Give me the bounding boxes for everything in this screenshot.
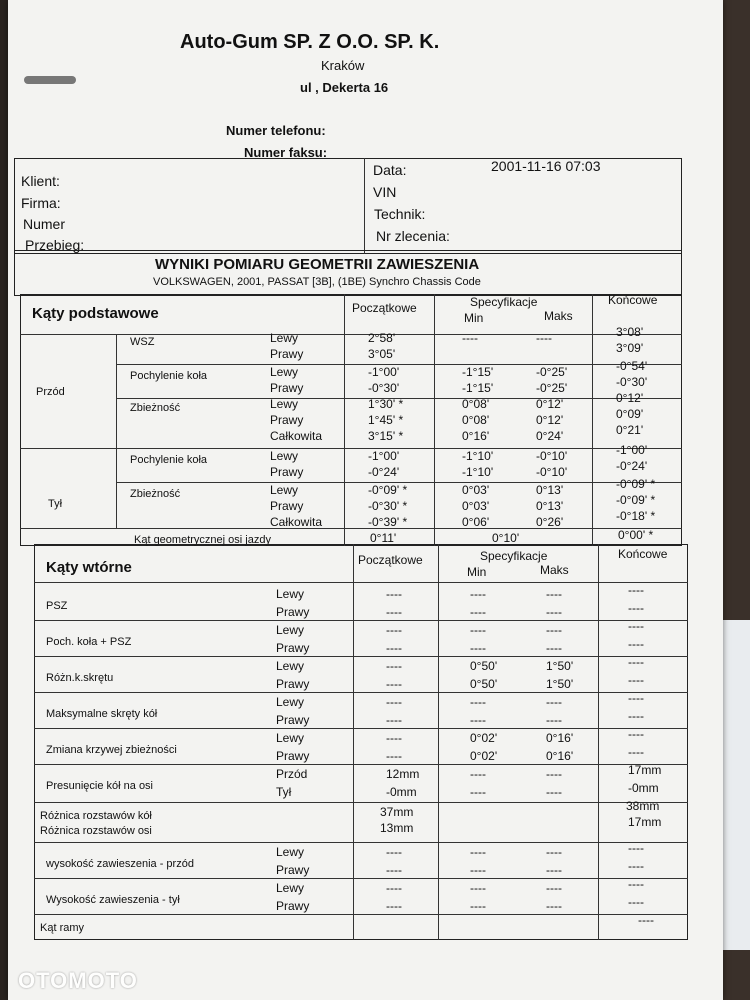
secondary-side-label: Prawy (276, 605, 310, 619)
table-line (34, 728, 688, 729)
row-initial: 3°15' * (368, 429, 404, 443)
axis-angle-initial: 0°11' (370, 531, 397, 545)
row-initial: 1°45' * (368, 413, 404, 427)
table-line (34, 878, 688, 879)
row-spec-max: 0°12' (536, 397, 564, 411)
secondary-group-label: PSZ (46, 600, 68, 612)
secondary-final: ---- (628, 745, 644, 759)
secondary-final: ---- (628, 655, 644, 669)
secondary-final: ---- (628, 709, 644, 723)
staple-icon (24, 76, 76, 84)
secondary-spec-max: ---- (546, 587, 562, 601)
secondary-final: ---- (628, 691, 644, 705)
row-side-label: Prawy (270, 465, 304, 479)
secondary-final: ---- (628, 601, 644, 615)
row-final: 0°21' (616, 423, 644, 437)
row-initial: 1°30' * (368, 397, 404, 411)
table-line (34, 692, 688, 693)
secondary-spec-min: 0°50' (470, 677, 498, 691)
date-label: Data: (373, 162, 407, 178)
secondary-final: ---- (628, 841, 644, 855)
row-final: 0°12' (616, 391, 644, 405)
row-initial: 3°05' (368, 347, 396, 361)
secondary-initial: -0mm (386, 785, 417, 799)
wheelbase-diff-label: Różnica rozstawów osi (40, 825, 152, 837)
secondary-final: ---- (628, 619, 644, 633)
row-group-label: Zbieżność (130, 488, 181, 500)
secondary-spec-max: ---- (546, 623, 562, 637)
secondary-final: ---- (628, 583, 644, 597)
fax-label: Numer faksu: (244, 145, 328, 160)
technician-label: Technik: (374, 206, 426, 222)
phone-label: Numer telefonu: (226, 123, 326, 138)
secondary-group-label: Maksymalne skręty kół (46, 708, 158, 720)
secondary-initial: ---- (386, 899, 402, 913)
row-spec-max: 0°13' (536, 499, 564, 513)
secondary-final: ---- (628, 859, 644, 873)
secondary-side-label: Prawy (276, 899, 310, 913)
secondary-side-label: Lewy (276, 731, 305, 745)
row-initial: -1°00' (368, 365, 400, 379)
row-final: -0°54' (616, 359, 648, 373)
mileage-label: Przebieg: (25, 237, 85, 253)
row-spec-min: 0°16' (462, 429, 490, 443)
row-side-label: Lewy (270, 397, 299, 411)
row-final: -1°00' (616, 443, 648, 457)
row-spec-max: 0°24' (536, 429, 564, 443)
secondary-spec-min: 0°02' (470, 749, 498, 763)
secondary-initial: ---- (386, 863, 402, 877)
row-group-label: Pochylenie koła (130, 454, 208, 466)
row-spec-max: -0°10' (536, 449, 568, 463)
secondary-side-label: Prawy (276, 749, 310, 763)
basic-angles-title: Kąty podstawowe (32, 305, 159, 322)
row-spec-max: -0°10' (536, 465, 568, 479)
row-final: -0°18' * (616, 509, 656, 523)
frame-angle-label: Kąt ramy (40, 922, 85, 934)
row-side-label: Lewy (270, 331, 299, 345)
secondary-initial: ---- (386, 845, 402, 859)
basic-angles-table (20, 294, 682, 546)
col-initial-2: Początkowe (358, 553, 423, 567)
secondary-spec-max: 0°16' (546, 749, 574, 763)
table-line (34, 620, 688, 621)
secondary-spec-min: ---- (470, 785, 486, 799)
col-min: Min (464, 311, 484, 325)
row-initial: -0°30' * (368, 499, 408, 513)
secondary-angles-title: Kąty wtórne (46, 559, 132, 576)
row-final: -0°24' (616, 459, 648, 473)
secondary-final: ---- (628, 877, 644, 891)
front-label: Przód (36, 386, 65, 398)
row-spec-max: 0°13' (536, 483, 564, 497)
row-spec-min: -1°10' (462, 449, 494, 463)
track-width-diff-initial: 37mm (380, 805, 414, 819)
secondary-spec-min: ---- (470, 623, 486, 637)
row-side-label: Prawy (270, 347, 304, 361)
row-spec-min: 0°03' (462, 483, 490, 497)
secondary-spec-max: 1°50' (546, 659, 574, 673)
secondary-side-label: Prawy (276, 641, 310, 655)
row-initial: -0°09' * (368, 483, 408, 497)
secondary-spec-min: ---- (470, 641, 486, 655)
secondary-initial: ---- (386, 713, 402, 727)
secondary-side-label: Tył (276, 785, 292, 799)
row-spec-min: -1°15' (462, 365, 494, 379)
row-spec-max: 0°12' (536, 413, 564, 427)
secondary-final: ---- (628, 673, 644, 687)
rear-label: Tył (48, 498, 63, 510)
secondary-final: ---- (628, 895, 644, 909)
row-spec-max: -0°25' (536, 365, 568, 379)
secondary-spec-max: ---- (546, 605, 562, 619)
secondary-initial: 12mm (386, 767, 420, 781)
secondary-initial: ---- (386, 677, 402, 691)
number-label: Numer (23, 216, 66, 232)
row-spec-min: 0°08' (462, 413, 490, 427)
background-paper (722, 620, 750, 950)
secondary-spec-max: ---- (546, 785, 562, 799)
row-initial: -0°24' (368, 465, 400, 479)
secondary-side-label: Lewy (276, 845, 305, 859)
secondary-initial: ---- (386, 659, 402, 673)
secondary-initial: ---- (386, 605, 402, 619)
col-specs-2: Specyfikacje (480, 549, 548, 563)
date-value: 2001-11-16 07:03 (491, 158, 601, 174)
secondary-final: 17mm (628, 763, 662, 777)
secondary-initial: ---- (386, 749, 402, 763)
col-specs: Specyfikacje (470, 295, 538, 309)
row-spec-min: 0°08' (462, 397, 490, 411)
row-final: 3°08' (616, 325, 644, 339)
secondary-spec-max: ---- (546, 695, 562, 709)
row-spec-max: 0°26' (536, 515, 564, 529)
secondary-spec-max: ---- (546, 845, 562, 859)
company-name: Auto-Gum SP. Z O.O. SP. K. (180, 31, 440, 53)
secondary-spec-max: ---- (546, 641, 562, 655)
secondary-side-label: Prawy (276, 713, 310, 727)
secondary-initial: ---- (386, 695, 402, 709)
table-line (34, 842, 688, 843)
secondary-side-label: Prawy (276, 863, 310, 877)
order-number-label: Nr zlecenia: (376, 228, 450, 244)
wheelbase-diff-initial: 13mm (380, 821, 414, 835)
secondary-spec-max: ---- (546, 713, 562, 727)
secondary-group-label: Różn.k.skrętu (46, 672, 114, 684)
secondary-spec-min: 0°50' (470, 659, 498, 673)
vin-label: VIN (373, 184, 397, 200)
secondary-spec-min: ---- (470, 881, 486, 895)
axis-angle-label: Kąt geometrycznej osi jazdy (134, 534, 271, 546)
col-max-2: Maks (540, 563, 569, 577)
secondary-group-label: Zmiana krzywej zbieżności (46, 744, 177, 756)
row-side-label: Całkowita (270, 429, 323, 443)
secondary-spec-min: 0°02' (470, 731, 498, 745)
company-address: ul , Dekerta 16 (300, 80, 389, 95)
row-side-label: Prawy (270, 381, 304, 395)
row-final: 0°09' (616, 407, 644, 421)
secondary-spec-max: 1°50' (546, 677, 574, 691)
firm-label: Firma: (21, 195, 61, 211)
otomoto-watermark: OTOMOTO (18, 968, 138, 993)
secondary-spec-min: ---- (470, 845, 486, 859)
row-initial: 2°58' (368, 331, 396, 345)
secondary-final: -0mm (628, 781, 659, 795)
table-line (34, 914, 688, 915)
secondary-spec-min: ---- (470, 587, 486, 601)
secondary-side-label: Lewy (276, 695, 305, 709)
secondary-side-label: Przód (276, 767, 308, 781)
col-final-2: Końcowe (618, 547, 668, 561)
row-side-label: Całkowita (270, 515, 323, 529)
secondary-group-label: wysokość zawieszenia - przód (46, 858, 194, 870)
report-subtitle: VOLKSWAGEN, 2001, PASSAT [3B], (1BE) Synchro Chassis Code (153, 276, 481, 288)
document-page (8, 0, 723, 1000)
secondary-side-label: Lewy (276, 659, 305, 673)
row-final: -0°09' * (616, 477, 656, 491)
secondary-spec-min: ---- (470, 899, 486, 913)
secondary-initial: ---- (386, 881, 402, 895)
row-final: -0°09' * (616, 493, 656, 507)
secondary-side-label: Lewy (276, 623, 305, 637)
frame-angle-final: ---- (638, 913, 654, 927)
secondary-spec-max: ---- (546, 863, 562, 877)
secondary-spec-max: ---- (546, 899, 562, 913)
secondary-side-label: Prawy (276, 677, 310, 691)
row-side-label: Prawy (270, 499, 304, 513)
row-spec-max: -0°25' (536, 381, 568, 395)
secondary-spec-min: ---- (470, 863, 486, 877)
secondary-spec-min: ---- (470, 767, 486, 781)
row-side-label: Lewy (270, 449, 299, 463)
secondary-spec-min: ---- (470, 713, 486, 727)
secondary-group-label: Wysokość zawieszenia - tył (46, 894, 180, 906)
track-width-diff-final: 38mm (626, 799, 660, 813)
secondary-spec-min: ---- (470, 695, 486, 709)
row-spec-min: ---- (462, 331, 478, 345)
row-group-label: WSZ (130, 336, 155, 348)
row-spec-min: -1°10' (462, 465, 494, 479)
row-spec-min: 0°03' (462, 499, 490, 513)
wheelbase-diff-final: 17mm (628, 815, 662, 829)
secondary-final: ---- (628, 727, 644, 741)
secondary-spec-min: ---- (470, 605, 486, 619)
track-width-diff-label: Różnica rozstawów kół (40, 810, 152, 822)
secondary-initial: ---- (386, 587, 402, 601)
col-initial: Początkowe (352, 301, 417, 315)
company-city: Kraków (321, 58, 365, 73)
col-min-2: Min (467, 565, 487, 579)
report-title: WYNIKI POMIARU GEOMETRII ZAWIESZENIA (155, 256, 480, 273)
axis-angle-final: 0°00' * (618, 528, 654, 542)
secondary-initial: ---- (386, 731, 402, 745)
secondary-spec-max: ---- (546, 881, 562, 895)
secondary-final: ---- (628, 637, 644, 651)
row-initial: -0°39' * (368, 515, 408, 529)
row-group-label: Zbieżność (130, 402, 181, 414)
table-line (34, 656, 688, 657)
table-line (34, 764, 688, 765)
row-spec-min: 0°06' (462, 515, 490, 529)
secondary-spec-max: 0°16' (546, 731, 574, 745)
row-final: -0°30' (616, 375, 648, 389)
secondary-side-label: Lewy (276, 881, 305, 895)
row-group-label: Pochylenie koła (130, 370, 208, 382)
row-side-label: Lewy (270, 365, 299, 379)
axis-angle-spec: 0°10' (492, 531, 520, 545)
secondary-spec-max: ---- (546, 767, 562, 781)
row-initial: -0°30' (368, 381, 400, 395)
col-max: Maks (544, 309, 573, 323)
row-spec-min: -1°15' (462, 381, 494, 395)
col-final: Końcowe (608, 293, 658, 307)
client-label: Klient: (21, 173, 60, 189)
row-side-label: Prawy (270, 413, 304, 427)
secondary-group-label: Presunięcie kół na osi (46, 780, 154, 792)
secondary-initial: ---- (386, 641, 402, 655)
table-line (34, 802, 688, 803)
secondary-group-label: Poch. koła + PSZ (46, 636, 132, 648)
secondary-initial: ---- (386, 623, 402, 637)
secondary-side-label: Lewy (276, 587, 305, 601)
row-initial: -1°00' (368, 449, 400, 463)
row-spec-max: ---- (536, 331, 552, 345)
row-final: 3°09' (616, 341, 644, 355)
row-side-label: Lewy (270, 483, 299, 497)
